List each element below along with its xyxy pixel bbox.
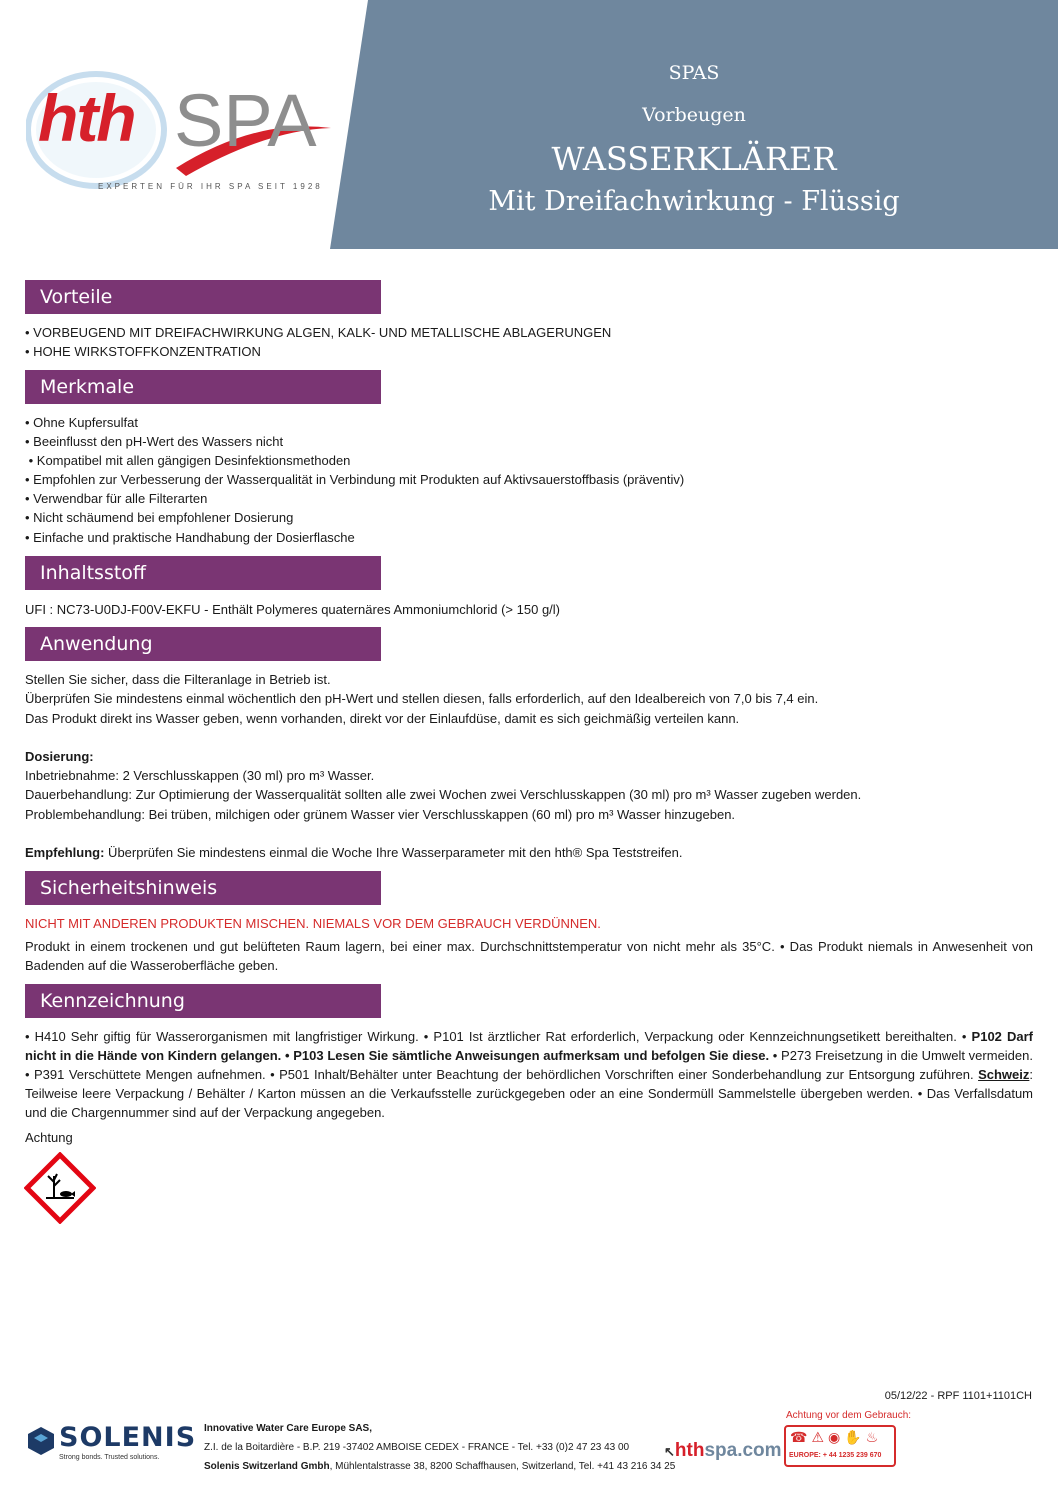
empfehlung-text: Überprüfen Sie mindestens einmal die Woche Ihre Wasserparameter mit den hth® Spa Teststreifen. (104, 845, 683, 860)
section-header-anwendung: Anwendung (25, 627, 381, 661)
empfehlung-line (25, 843, 682, 862)
hth-spa-logo (26, 58, 336, 198)
website-rest: spa.com (704, 1440, 782, 1461)
kennzeichnung-part3: : Teilweise leere Verpackung / Behälter / Karton müssen an die Verkaufsstelle zurückgegeben oder an eine Sondermüll Sammelstelle übergeben werden. • Das Verfallsdatum und die Chargennummer sind auf der Verpackung angegeben. (25, 1067, 1033, 1120)
product-name: WASSERKLÄRER (551, 140, 837, 178)
merkmale-item: • Nicht schäumend bei empfohlener Dosierung (25, 510, 294, 525)
ghs-environment-hazard-icon (24, 1152, 96, 1224)
swiss-company-name: Solenis Switzerland Gmbh (204, 1461, 330, 1472)
doc-reference: 05/12/22 - RPF 1101+1101CH (884, 1390, 1032, 1402)
vorteile-item: • HOHE WIRKSTOFFKONZENTRATION (25, 344, 261, 359)
merkmale-item: • Beeinflusst den pH-Wert des Wassers nicht (25, 434, 284, 449)
company-name: Innovative Water Care Europe SAS, (204, 1423, 373, 1434)
inhaltsstoff-text: UFI : NC73-U0DJ-F00V-EKFU - Enthält Polymeres quaternäres Ammoniumchlorid (> 150 g/l) (25, 602, 560, 617)
kennzeichnung-bold: P102 Darf nicht in die Hände von Kindern gelangen. • P103 Lesen Sie sämtliche Anweisungen aufmerksam und befolgen Sie diese. (25, 1029, 1033, 1063)
merkmale-item: • Verwendbar für alle Filterarten (25, 491, 208, 506)
caution-box (784, 1425, 896, 1467)
empfehlung-label: Empfehlung: (25, 845, 105, 860)
caution-icons: ☎⚠◉✋♨ (790, 1429, 883, 1445)
header-subcategory: Vorbeugen (642, 104, 746, 126)
merkmale-item: • Kompatibel mit allen gängigen Desinfektionsmethoden (25, 453, 351, 468)
kennzeichnung-part1: • H410 Sehr giftig für Wasserorganismen mit langfristiger Wirkung. • P101 Ist ärztlicher Rat erforderlich, Verpackung oder Kennzeichnungsetikett bereithalten. • (25, 1029, 972, 1044)
header-category: SPAS (668, 62, 720, 84)
vorteile-item: • VORBEUGEND MIT DREIFACHWIRKUNG ALGEN, KALK- UND METALLISCHE ABLAGERUNGEN (25, 325, 612, 340)
section-header-kennzeichnung: Kennzeichnung (25, 984, 381, 1018)
section-header-sicherheitshinweis: Sicherheitshinweis (25, 871, 381, 905)
section-header-vorteile: Vorteile (25, 280, 381, 314)
safety-warning: NICHT MIT ANDEREN PRODUKTEN MISCHEN. NIEMALS VOR DEM GEBRAUCH VERDÜNNEN. (25, 916, 601, 931)
website-hth: hth (674, 1440, 705, 1461)
dosierung-line: Problembehandlung: Bei trüben, milchigen oder grünem Wasser vier Verschlusskappen (60 ml) pro m³ Wasser hinzugeben. (25, 807, 736, 822)
anwendung-line: Stellen Sie sicher, dass die Filteranlage in Betrieb ist. (25, 672, 331, 687)
anwendung-line: Das Produkt direkt ins Wasser geben, wenn vorhanden, direkt vor der Einlaufdüse, damit es sich geichmäßig verteilen kann. (25, 711, 740, 726)
swiss-company (204, 1460, 675, 1474)
company-address: Z.I. de la Boitardière - B.P. 219 -37402 AMBOISE CEDEX - FRANCE - Tel. +33 (0)2 47 23 43 00 (204, 1442, 630, 1453)
kennzeichnung-text (25, 1027, 1033, 1122)
dosierung-line: Dauerbehandlung: Zur Optimierung der Wasserqualität sollten alle zwei Wochen zwei Verschlusskappen (30 ml) pro m³ Wasser zugeben werden. (25, 787, 862, 802)
solenis-cube-icon (26, 1426, 56, 1456)
dosierung-line: Inbetriebnahme: 2 Verschlusskappen (30 ml) pro m³ Wasser. (25, 768, 375, 783)
logo-hth: hth (38, 81, 135, 155)
anwendung-line: Überprüfen Sie mindestens einmal wöchentlich den pH-Wert und stellen diesen, falls erforderlich, auf den Idealbereich von 7,0 bis 7,4 ein. (25, 691, 819, 706)
section-header-inhaltsstoff: Inhaltsstoff (25, 556, 381, 590)
product-subtitle: Mit Dreifachwirkung - Flüssig (488, 186, 900, 217)
merkmale-item: • Ohne Kupfersulfat (25, 415, 138, 430)
merkmale-item: • Einfache und praktische Handhabung der Dosierflasche (25, 530, 355, 545)
schweiz-label: Schweiz (978, 1067, 1030, 1082)
section-header-merkmale: Merkmale (25, 370, 381, 404)
swiss-company-address: , Mühlentalstrasse 38, 8200 Schaffhausen, Switzerland, Tel. +41 43 216 34 25 (329, 1461, 676, 1472)
logo-spa: SPA (174, 79, 317, 162)
caution-title: Achtung vor dem Gebrauch: (786, 1410, 912, 1421)
kennzeichnung-part2: • P273 Freisetzung in die Umwelt vermeiden. • P391 Verschüttete Mengen aufnehmen. • P501 Inhalt/Behälter unter Beachtung der behördlichen Vorschriften einer Sonderbehandlung zur Entsorgung zuführen. (25, 1048, 1033, 1082)
solenis-name: SOLENIS (59, 1422, 197, 1453)
solenis-logo (26, 1424, 196, 1464)
dosierung-label: Dosierung: (25, 749, 94, 764)
signal-word: Achtung (25, 1130, 73, 1145)
safety-text: Produkt in einem trockenen und gut belüfteten Raum lagern, bei einer max. Durchschnittstemperatur von nicht mehr als 35°C. • Das Produkt niemals in Anwesenheit von Badenden auf die Wasseroberfläche geben. (25, 939, 1033, 973)
cursor-icon: ↖ (664, 1444, 675, 1459)
emergency-number: EUROPE: + 44 1235 239 670 (789, 1452, 882, 1459)
merkmale-item: • Empfohlen zur Verbesserung der Wasserqualität in Verbindung mit Produkten auf Aktivsauerstoffbasis (präventiv) (25, 472, 685, 487)
website-link[interactable] (664, 1440, 782, 1462)
solenis-tagline: Strong bonds. Trusted solutions. (59, 1454, 160, 1461)
logo-tagline: EXPERTEN FÜR IHR SPA SEIT 1928 (98, 182, 323, 191)
